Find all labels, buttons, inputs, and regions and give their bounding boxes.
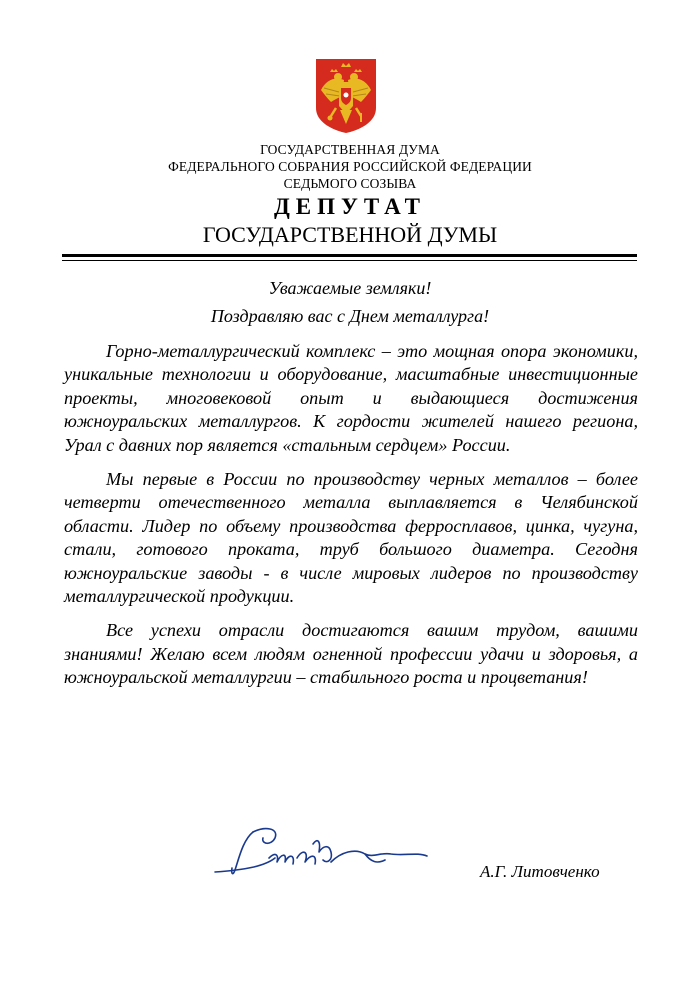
header-divider-thin	[62, 260, 637, 261]
org-name-line-1: ГОСУДАРСТВЕННАЯ ДУМА	[260, 142, 440, 157]
header-divider-thick	[62, 254, 637, 257]
org-name-line-3: СЕДЬМОГО СОЗЫВА	[283, 176, 417, 191]
letter-paragraph: Мы первые в России по производству черных металлов – более четверти отечественного металла выплавляется в Челябинской области. Лидер по объему производства ферросплавов, цинка, чугуна, стали, готового проката, труб большого диаметра. Сегодня южноуральские заводы - в числе мировых лидеров по производству металлургической продукции.	[64, 469, 638, 607]
letter-paragraph: Все успехи отрасли достигаются вашим трудом, вашими знаниями! Желаю всем людям огненной профессии удачи и здоровья, а южноуральской металлургии – стабильного роста и процветания!	[64, 620, 638, 688]
greeting-line-2: Поздравляю вас с Днем металлурга!	[210, 306, 490, 326]
handwritten-signature-icon	[205, 818, 435, 890]
org-name-line-2: ФЕДЕРАЛЬНОГО СОБРАНИЯ РОССИЙСКОЙ ФЕДЕРАЦИИ	[168, 159, 532, 174]
coat-of-arms-icon	[315, 58, 377, 134]
letter-body	[64, 340, 638, 701]
letter-paragraph: Горно-металлургический комплекс – это мощная опора экономики, уникальные технологии и оборудование, масштабные инвестиционные проекты, многовековой опыт и выдающиеся достижения южноуральских металлургов. К гордости жителей нашего региона, Урал с давних пор является «стальным сердцем» России.	[64, 341, 638, 455]
document-title: ДЕПУТАТ	[273, 194, 427, 219]
signer-name: А.Г. Литовченко	[480, 862, 600, 881]
document-subtitle: ГОСУДАРСТВЕННОЙ ДУМЫ	[202, 222, 498, 247]
greeting-line-1: Уважаемые земляки!	[268, 278, 432, 298]
